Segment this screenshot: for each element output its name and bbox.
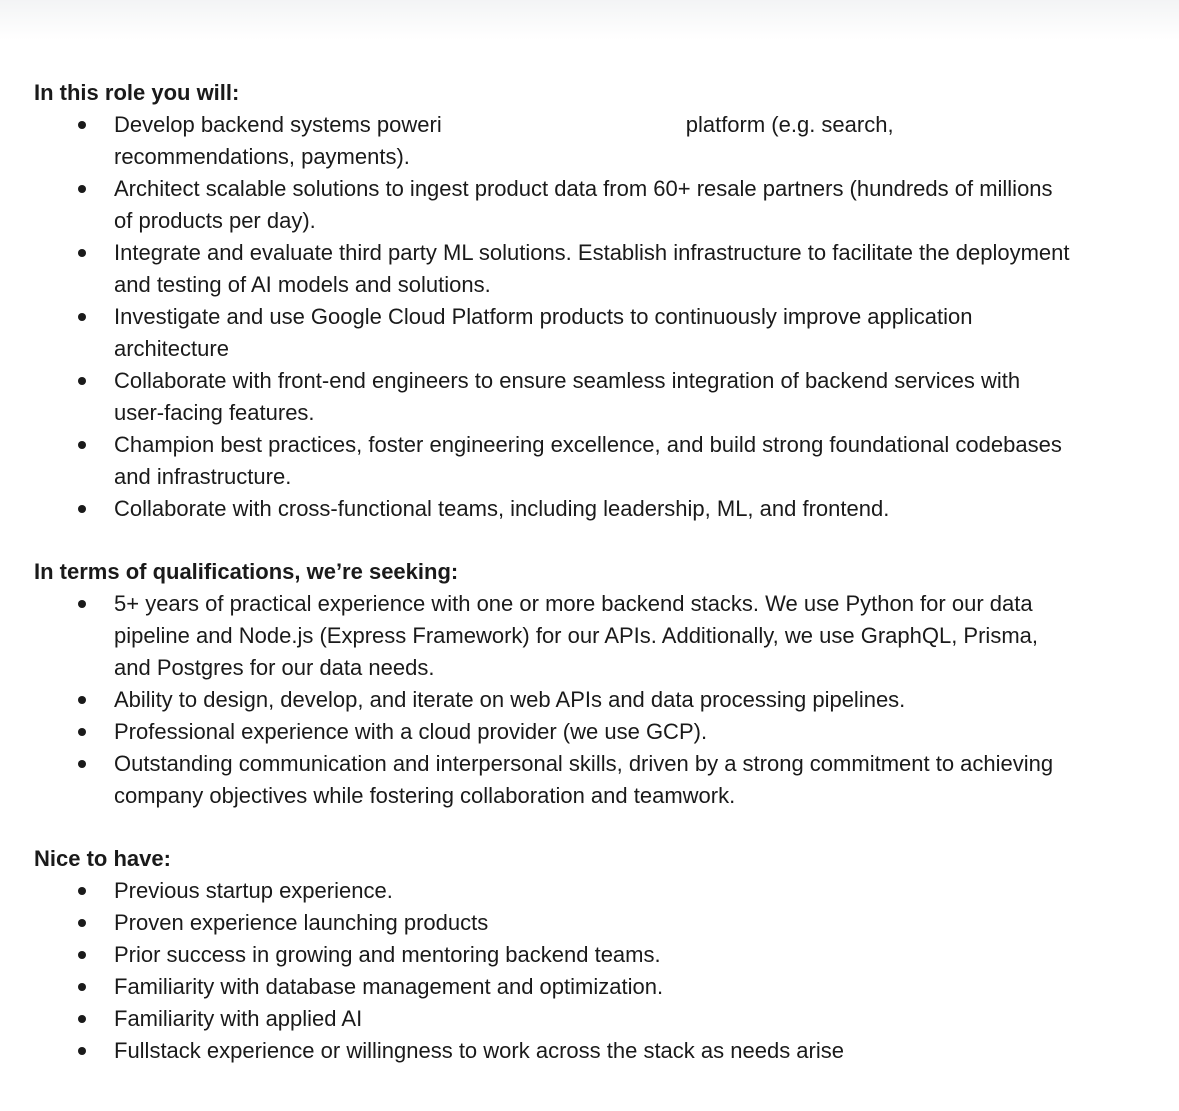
bullet-icon	[78, 887, 86, 895]
list-item-text: recommendations, payments).	[114, 144, 410, 169]
redacted-block	[442, 113, 686, 139]
list-item-text: platform (e.g. search,	[685, 112, 894, 137]
bullet-icon	[78, 728, 86, 736]
bullet-icon	[78, 249, 86, 257]
bullet-icon	[78, 185, 86, 193]
section-qualifications	[34, 556, 1074, 812]
list-item	[34, 875, 1074, 907]
list-item-text: Proven experience launching products	[114, 910, 489, 935]
list-item	[34, 301, 1074, 365]
list-item-text: Professional experience with a cloud provider (we use GCP).	[114, 719, 708, 744]
list-item	[34, 365, 1074, 429]
list-item	[34, 429, 1074, 493]
list-item-text: Collaborate with cross-functional teams, including leadership, ML, and frontend.	[114, 496, 890, 521]
list-item	[34, 971, 1074, 1003]
bullet-icon	[78, 1047, 86, 1055]
list-item-text: Investigate and use Google Cloud Platform products to continuously improve application architecture	[114, 304, 973, 361]
list-item-text: Familiarity with applied AI	[114, 1006, 363, 1031]
list-item	[34, 109, 1074, 173]
list-item-text: Architect scalable solutions to ingest product data from 60+ resale partners (hundreds of millions of products per day).	[114, 176, 1053, 233]
list-item	[34, 716, 1074, 748]
section-heading: In this role you will:	[34, 80, 240, 105]
list-item	[34, 173, 1074, 237]
section-heading: Nice to have:	[34, 846, 171, 871]
bullet-icon	[78, 505, 86, 513]
list-item	[34, 939, 1074, 971]
section-heading: In terms of qualifications, we’re seeking:	[34, 559, 459, 584]
section-nice-to-have	[34, 843, 1074, 1067]
bullet-list	[34, 875, 1074, 1067]
bullet-icon	[78, 377, 86, 385]
section-role	[34, 77, 1074, 525]
list-item	[34, 907, 1074, 939]
list-item-text: Collaborate with front-end engineers to ensure seamless integration of backend services with user-facing features.	[114, 368, 1021, 425]
bullet-list	[34, 109, 1074, 525]
bullet-icon	[78, 121, 86, 129]
bullet-icon	[78, 760, 86, 768]
list-item-text: Outstanding communication and interpersonal skills, driven by a strong commitment to achieving company objectives while fostering collaboration and teamwork.	[114, 751, 1054, 808]
list-item	[34, 588, 1074, 684]
bullet-icon	[78, 696, 86, 704]
bullet-icon	[78, 441, 86, 449]
bullet-list	[34, 588, 1074, 812]
bullet-icon	[78, 983, 86, 991]
list-item	[34, 1003, 1074, 1035]
list-item-text: Prior success in growing and mentoring backend teams.	[114, 942, 661, 967]
list-item-text: Familiarity with database management and optimization.	[114, 974, 664, 999]
list-item-text: Develop backend systems poweri	[114, 112, 442, 137]
top-shadow	[0, 0, 1179, 40]
bullet-icon	[78, 313, 86, 321]
list-item-text: 5+ years of practical experience with one or more backend stacks. We use Python for our data pipeline and Node.js (Express Framework) for our APIs. Additionally, we use GraphQL, Prisma, and Postgres for our data needs.	[114, 591, 1038, 680]
list-item-text: Previous startup experience.	[114, 878, 393, 903]
bullet-icon	[78, 919, 86, 927]
bullet-icon	[78, 951, 86, 959]
list-item	[34, 237, 1074, 301]
bullet-icon	[78, 1015, 86, 1023]
list-item-text: Fullstack experience or willingness to work across the stack as needs arise	[114, 1038, 844, 1063]
list-item-text: Integrate and evaluate third party ML solutions. Establish infrastructure to facilitate the deployment and testing of AI models and solutions.	[114, 240, 1070, 297]
list-item	[34, 493, 1074, 525]
bullet-icon	[78, 600, 86, 608]
list-item	[34, 684, 1074, 716]
list-item-text: Ability to design, develop, and iterate on web APIs and data processing pipelines.	[114, 687, 906, 712]
list-item	[34, 748, 1074, 812]
list-item-text: Champion best practices, foster engineering excellence, and build strong foundational codebases and infrastructure.	[114, 432, 1062, 489]
list-item	[34, 1035, 1074, 1067]
